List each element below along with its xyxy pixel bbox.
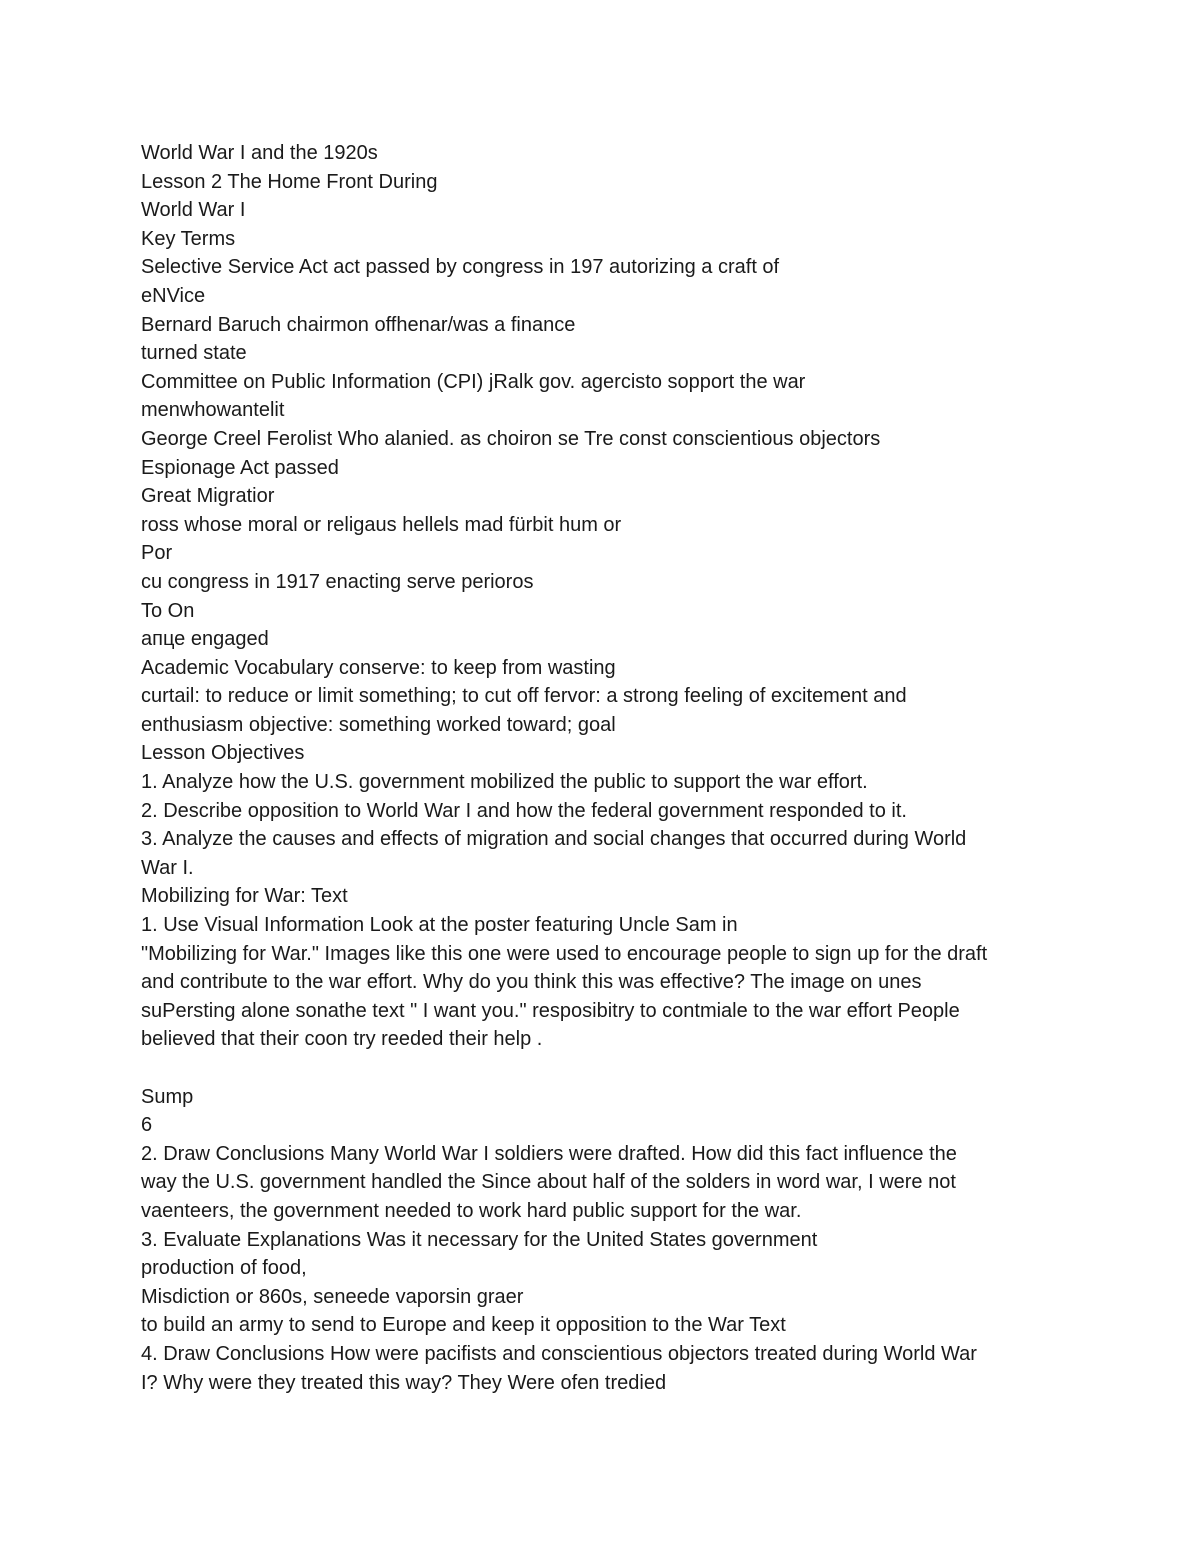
- question-item: 1. Use Visual Information Look at the poster featuring Uncle Sam in: [141, 914, 738, 937]
- text-line: Great Migratior: [141, 485, 275, 508]
- text-line: апце engaged: [141, 628, 269, 651]
- blank-line: [141, 1054, 1081, 1083]
- text-line: Sump: [141, 1085, 194, 1108]
- text-line: ross whose moral or religaus hellels mad fürbit hum or: [141, 513, 622, 536]
- objective-item-continued: War I.: [141, 856, 194, 879]
- text-line: eNVice: [141, 284, 206, 307]
- text-line: Bernard Baruch chairmon offhenar/was a finance: [141, 313, 576, 336]
- question-item: 2. Draw Conclusions Many World War I soldiers were drafted. How did this fact influence the: [141, 1142, 957, 1165]
- text-line: believed that their coon try reeded their help .: [141, 1028, 543, 1051]
- objective-item: 1. Analyze how the U.S. government mobilized the public to support the war effort.: [141, 771, 868, 794]
- text-line: Misdiction or 860s, seneede vaporsin graer: [141, 1285, 524, 1308]
- academic-vocabulary-heading: Academic Vocabulary conserve: to keep from wasting: [141, 656, 616, 679]
- text-line: George Creel Ferolist Who alanied. as choiron se Tre const conscientious objectors: [141, 427, 881, 450]
- question-item: 4. Draw Conclusions How were pacifists and conscientious objectors treated during World War: [141, 1342, 977, 1365]
- question-item: 3. Evaluate Explanations Was it necessary for the United States government: [141, 1228, 818, 1251]
- lesson-heading: Lesson 2 The Home Front During: [141, 170, 438, 193]
- section-heading: Mobilizing for War: Text: [141, 885, 348, 908]
- text-line: Espionage Act passed: [141, 456, 339, 479]
- text-line: cu congress in 1917 enacting serve perioros: [141, 570, 534, 593]
- text-line: enthusiasm objective: something worked toward; goal: [141, 713, 616, 736]
- text-line: Selective Service Act act passed by congress in 197 autorizing a craft of: [141, 256, 780, 279]
- document-title: World War I and the 1920s: [141, 142, 378, 164]
- text-line: To On: [141, 599, 195, 622]
- text-line: I? Why were they treated this way? They Were ofen tredied: [141, 1371, 667, 1394]
- text-line: vaenteers, the government needed to work hard public support for the war.: [141, 1199, 802, 1222]
- text-line: curtail: to reduce or limit something; to cut off fervor: a strong feeling of excitement and: [141, 685, 907, 708]
- objective-item: 3. Analyze the causes and effects of migration and social changes that occurred during World: [141, 828, 967, 851]
- document-body: [141, 139, 1081, 1397]
- text-line: suPersting alone sonathe text " I want you." resposibitry to contmiale to the war effort People: [141, 999, 960, 1022]
- text-line: way the U.S. government handled the Since about half of the solders in word war, I were not: [141, 1171, 956, 1194]
- text-line: "Mobilizing for War." Images like this one were used to encourage people to sign up for the draft: [141, 942, 988, 965]
- text-line: 6: [141, 1114, 153, 1137]
- text-line: turned state: [141, 342, 247, 365]
- text-line: to build an army to send to Europe and keep it opposition to the War Text: [141, 1314, 786, 1337]
- lesson-objectives-heading: Lesson Objectives: [141, 742, 305, 765]
- objective-item: 2. Describe opposition to World War I and how the federal government responded to it.: [141, 799, 907, 822]
- lesson-heading-continued: World War I: [141, 199, 246, 222]
- text-line: Por: [141, 542, 173, 565]
- text-line: menwhowantelit: [141, 399, 285, 422]
- text-line: and contribute to the war effort. Why do you think this was effective? The image on unes: [141, 971, 922, 994]
- key-terms-heading: Key Terms: [141, 227, 236, 250]
- text-line: Committee on Public Information (CPI) jRalk gov. agercisto sopport the war: [141, 370, 806, 393]
- text-line: production of food,: [141, 1257, 307, 1280]
